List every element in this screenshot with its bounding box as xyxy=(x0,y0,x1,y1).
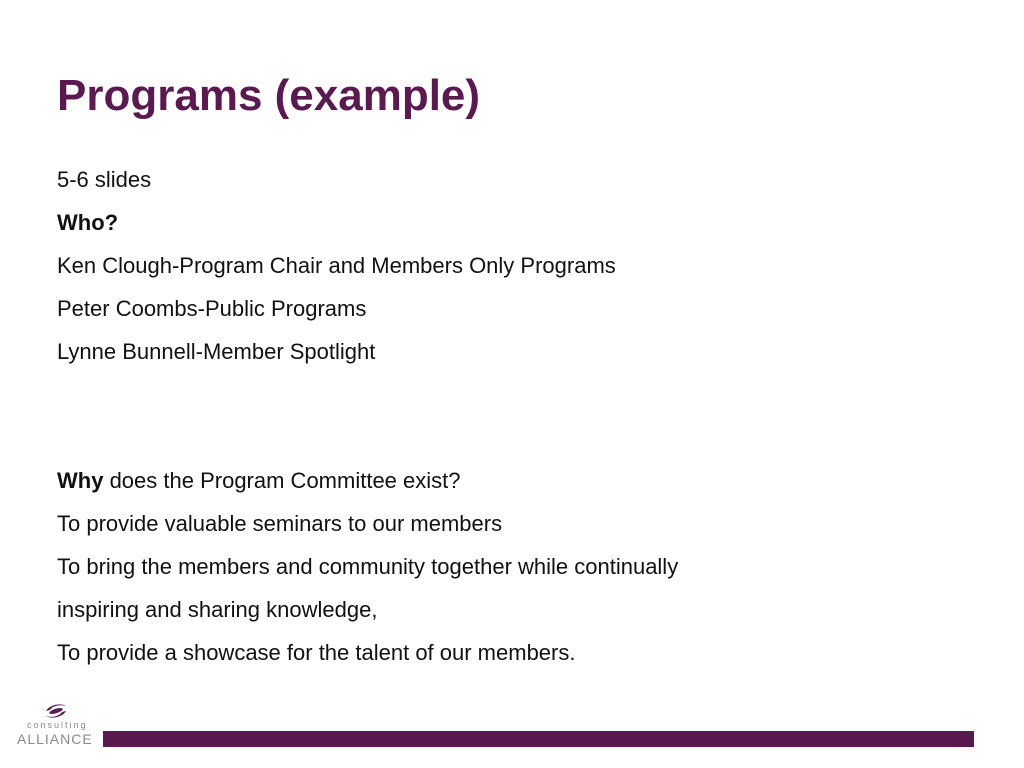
logo-big-text: ALLIANCE xyxy=(17,731,93,747)
slide-title: Programs (example) xyxy=(57,71,481,120)
slide-body xyxy=(57,158,957,674)
swoosh-icon xyxy=(42,703,70,719)
person-line-public-programs: Peter Coombs-Public Programs xyxy=(57,296,367,321)
slides-note: 5-6 slides xyxy=(57,167,152,192)
who-heading: Who? xyxy=(57,210,119,235)
reason-line-knowledge: inspiring and sharing knowledge, xyxy=(57,597,378,622)
person-line-member-spotlight: Lynne Bunnell-Member Spotlight xyxy=(57,339,376,364)
reason-line-seminars: To provide valuable seminars to our members xyxy=(57,511,503,536)
consulting-alliance-logo xyxy=(14,703,98,749)
reason-line-community: To bring the members and community together while continually xyxy=(57,554,679,579)
why-rest: does the Program Committee exist? xyxy=(103,468,461,493)
why-lead: Why xyxy=(57,468,104,493)
why-question xyxy=(57,459,957,502)
footer-bar xyxy=(103,731,974,747)
reason-line-showcase: To provide a showcase for the talent of our members. xyxy=(57,640,576,665)
logo-small-text: consulting xyxy=(27,720,88,730)
spacer xyxy=(57,373,957,459)
person-line-program-chair: Ken Clough-Program Chair and Members Only Programs xyxy=(57,253,616,278)
